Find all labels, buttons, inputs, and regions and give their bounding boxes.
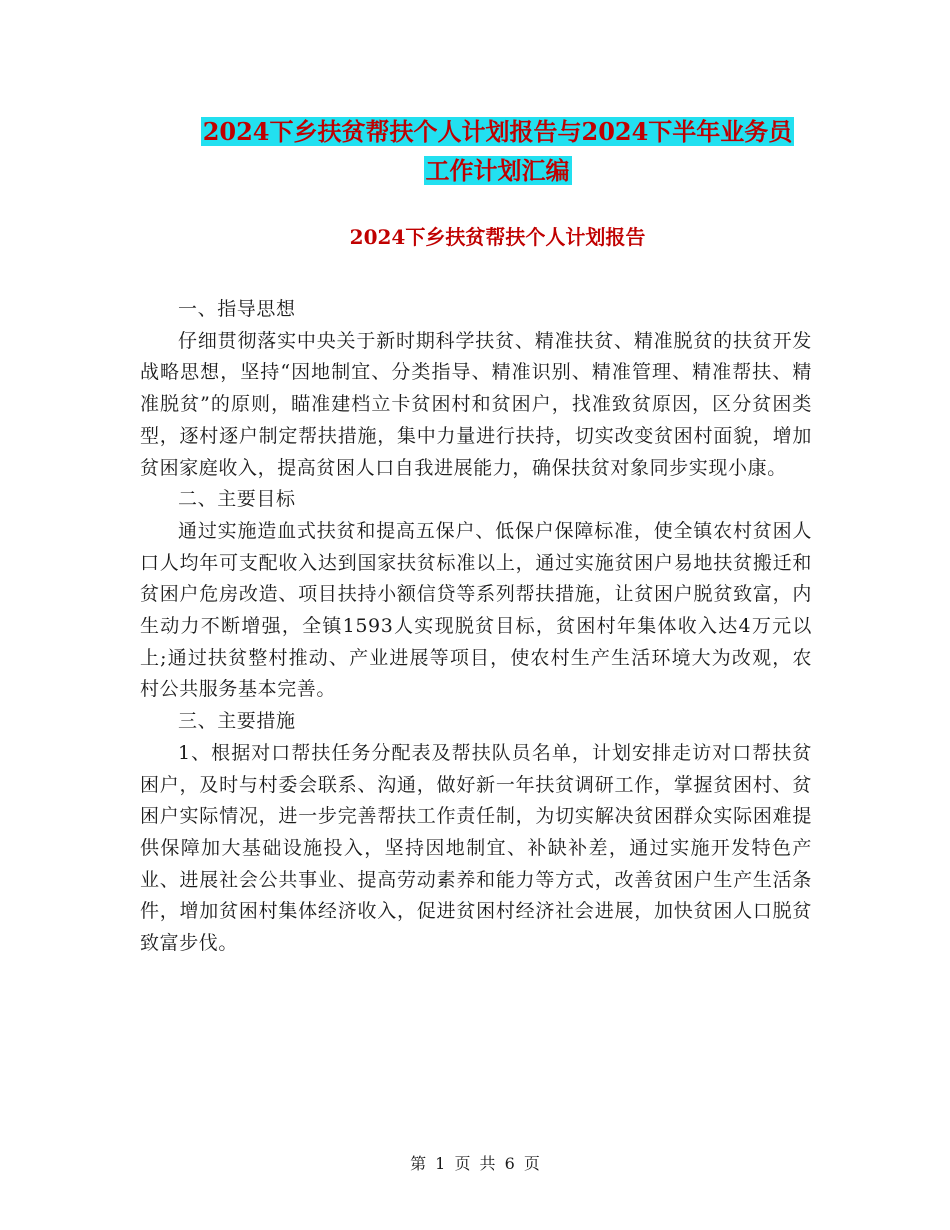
section-title: 2024下乡扶贫帮扶个人计划报告 — [349, 225, 646, 249]
page-footer: 第 1 页 共 6 页 — [410, 1154, 540, 1173]
document-title-line2: 工作计划汇编 — [425, 156, 570, 185]
paragraph-guiding-ideology: 仔细贯彻落实中央关于新时期科学扶贫、精准扶贫、精准脱贫的扶贫开发战略思想，坚持“因地制宜、分类指导、精准识别、精准管理、精准帮扶、精准脱贫”的原则，瞄准建档立卡贫困村和贫困户，找准致贫原因，区分贫困类型，逐村逐户制定帮扶措施，集中力量进行扶持，切实改变贫困村面貌，增加贫困家庭收入，提高贫困人口自我进展能力，确保扶贫对象同步实现小康。 — [140, 329, 812, 479]
document-title-line1: 2024下乡扶贫帮扶个人计划报告与2024下半年业务员 — [202, 117, 793, 146]
heading-guiding-ideology: 一、指导思想 — [178, 298, 296, 320]
heading-main-measures: 三、主要措施 — [178, 710, 296, 733]
paragraph-main-goals: 通过实施造血式扶贫和提高五保户、低保户保障标准，使全镇农村贫困人口人均年可支配收入达到国家扶贫标准以上，通过实施贫困户易地扶贫搬迁和贫困户危房改造、项目扶持小额信贷等系列帮扶措施，让贫困户脱贫致富，内生动力不断增强，全镇1593人实现脱贫目标，贫困村年集体收入达4万元以上;通过扶贫整村推动、产业进展等项目，使农村生产生活环境大为改观，农村公共服务基本完善。 — [140, 519, 812, 701]
document-body — [140, 294, 812, 960]
document-title — [140, 112, 855, 190]
paragraph-measure-1: 1、根据对口帮扶任务分配表及帮扶队员名单，计划安排走访对口帮扶贫困户，及时与村委会联系、沟通，做好新一年扶贫调研工作，掌握贫困村、贫困户实际情况，进一步完善帮扶工作责任制，为切实解决贫困群众实际困难提供保障加大基础设施投入，坚持因地制宜、补缺补差，通过实施开发特色产业、进展社会公共事业、提高劳动素养和能力等方式，改善贫困户生产生活条件，增加贫困村集体经济收入，促进贫困村经济社会进展，加快贫困人口脱贫致富步伐。 — [140, 741, 812, 955]
heading-main-goals: 二、主要目标 — [178, 488, 296, 511]
